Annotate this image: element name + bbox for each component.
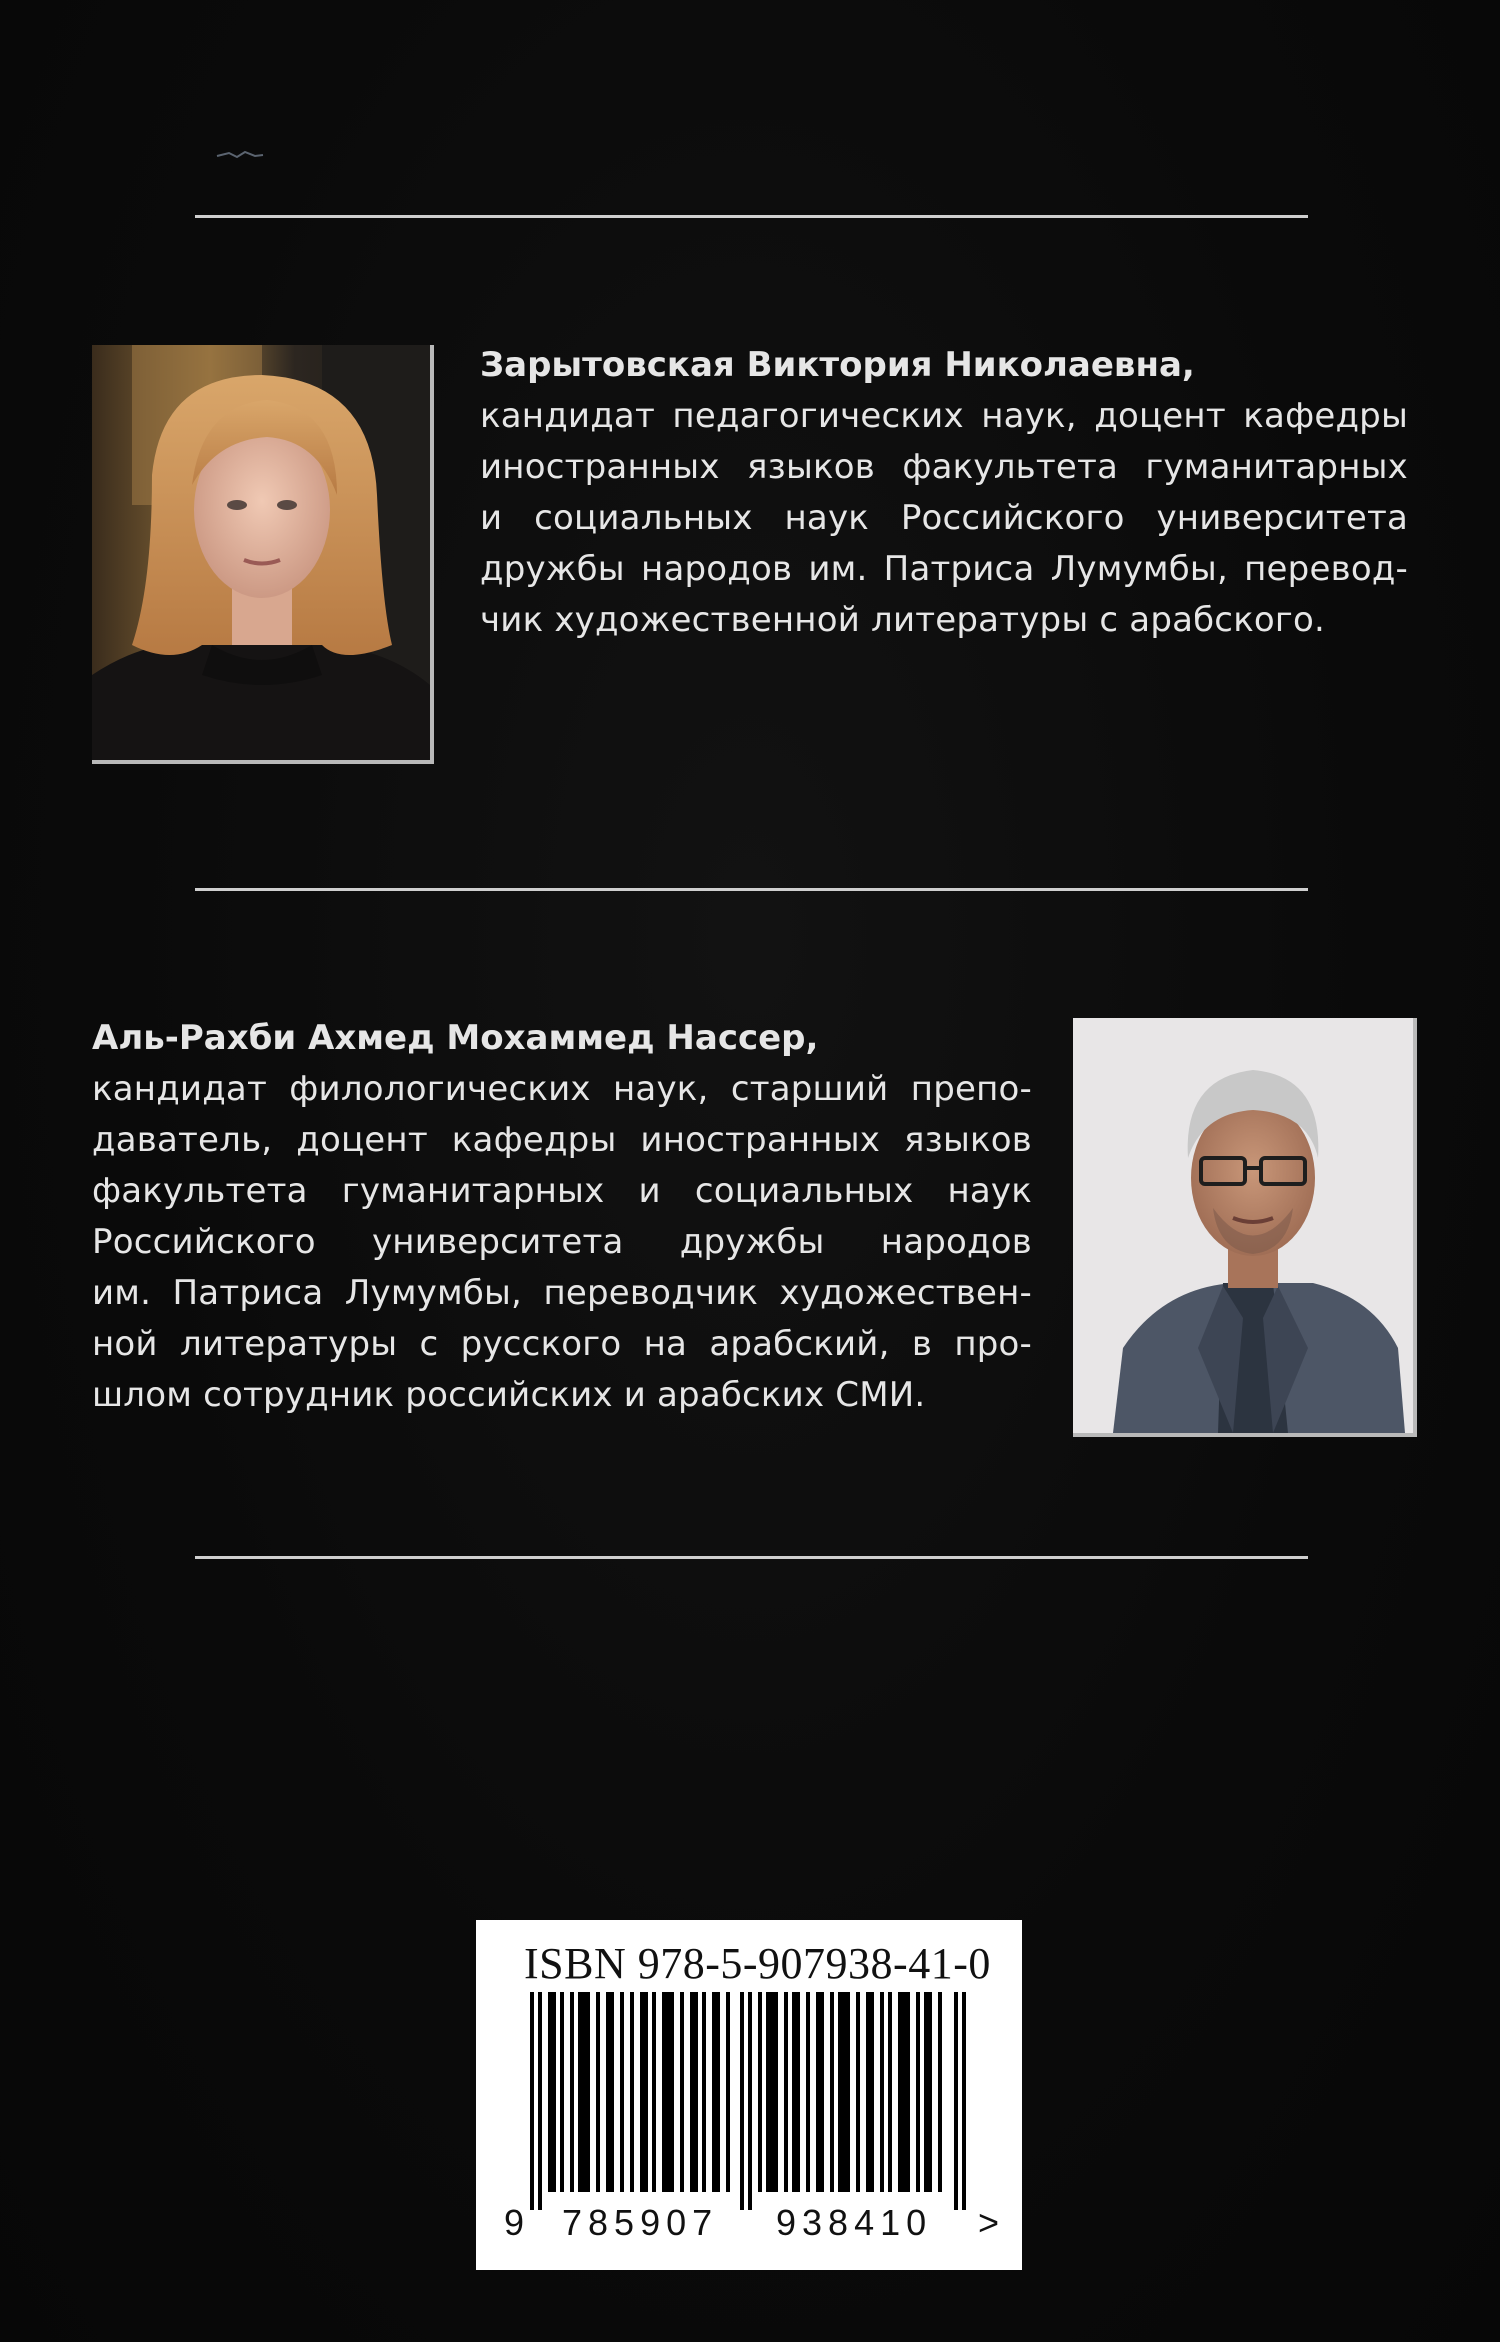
bio-line: дружбы народов им. Патриса Лумумбы, перевод- xyxy=(480,549,1408,589)
bio-line: им. Патриса Лумумбы, переводчик художествен- xyxy=(92,1273,1032,1313)
author-name: Зарытовская Виктория Николаевна, xyxy=(480,345,1195,385)
divider-top xyxy=(195,215,1308,218)
author-photo-man xyxy=(1073,1018,1417,1437)
isbn-barcode-block xyxy=(476,1920,1022,2270)
portrait-woman xyxy=(92,345,430,760)
barcode-digits-left: 785907 xyxy=(562,2202,719,2243)
bio-line: кандидат филологических наук, старший препо- xyxy=(92,1069,1032,1109)
author-bio-zarytovskaya xyxy=(480,340,1408,646)
isbn-number: ISBN 978-5-907938-41-0 xyxy=(524,1939,991,1988)
bio-line: ной литературы с русского на арабский, в про- xyxy=(92,1324,1032,1364)
author-bio-al-rahbi xyxy=(92,1013,1032,1421)
bio-line: и социальных наук Российского университета xyxy=(480,498,1408,538)
divider-bottom xyxy=(195,1556,1308,1559)
portrait-man xyxy=(1073,1018,1413,1433)
barcode-icon xyxy=(530,1992,970,2210)
bio-line: Российского университета дружбы народов xyxy=(92,1222,1032,1262)
bio-line: чик художественной литературы с арабского. xyxy=(480,600,1326,640)
bio-line: даватель, доцент кафедры иностранных языков xyxy=(92,1120,1032,1160)
bio-line: факультета гуманитарных и социальных наук xyxy=(92,1171,1032,1211)
bio-line: шлом сотрудник российских и арабских СМИ. xyxy=(92,1375,926,1415)
dust-speck xyxy=(215,150,265,162)
author-name: Аль-Рахби Ахмед Мохаммед Нассер, xyxy=(92,1018,819,1058)
bio-line: иностранных языков факультета гуманитарных xyxy=(480,447,1408,487)
author-photo-woman xyxy=(92,345,434,764)
bio-line: кандидат педагогических наук, доцент кафедры xyxy=(480,396,1408,436)
divider-middle xyxy=(195,888,1308,891)
barcode-quiet-zone-mark: > xyxy=(978,2202,1000,2243)
barcode-digits-right: 938410 xyxy=(776,2202,933,2243)
barcode-digit-lead: 9 xyxy=(504,2202,531,2243)
